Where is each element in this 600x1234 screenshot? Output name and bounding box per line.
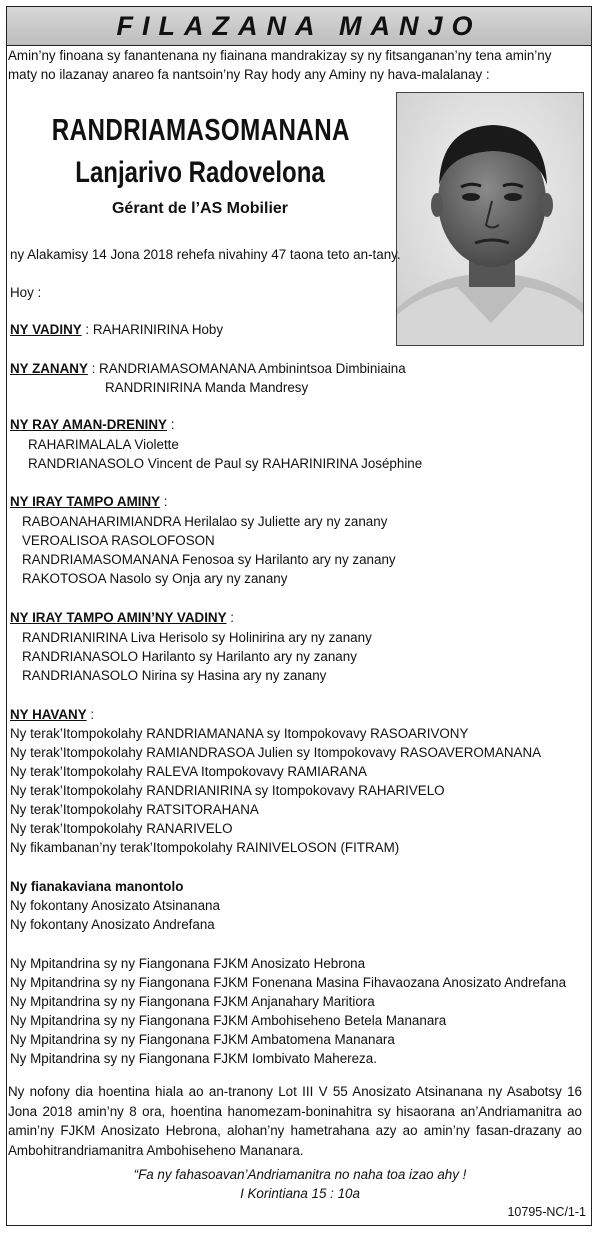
fokontany-name: Ny fokontany Anosizato Atsinanana (10, 898, 220, 913)
vadiny-row (10, 321, 223, 339)
mpitandrina-line: Ny Mpitandrina sy ny Fiangonana FJKM Ambatomena Mananara (10, 1032, 395, 1047)
portrait-image (397, 93, 584, 346)
zanany-name: RANDRINIRINA Manda Mandresy (105, 380, 309, 395)
havany-name: Ny fikambanan’ny terak’Itompokolahy RAINIVELOSON (FITRAM) (10, 840, 400, 855)
bible-quote-reference: I Korintiana 15 : 10a (240, 1186, 360, 1201)
zanany-separator: : (87, 361, 100, 376)
vadiny-name: RAHARINIRINA Hoby (92, 322, 224, 337)
mpitandrina-line: Ny Mpitandrina sy ny Fiangonana FJKM Iombivato Mahereza. (10, 1051, 377, 1066)
mpitandrina-line: Ny Mpitandrina sy ny Fiangonana FJKM Anosizato Hebrona (10, 956, 366, 971)
havany-name: Ny terak’Itompokolahy RANARIVELO (10, 821, 233, 836)
intro-paragraph: Amin’ny finoana sy fanantenana ny fiainana mandrakizay sy ny fitsanganan’ny tena amin’ny maty no ilazanay anareo fa nantsoin’ny Ray hody any Aminy ny hava-malalanay : (8, 48, 552, 82)
announcement-reference-number: 10795-NC/1-1 (507, 1205, 586, 1219)
iray-tampo-name: RABOANAHARIMIANDRA Herilalao sy Juliette ary ny zanany (22, 514, 388, 529)
havany-separator: : (86, 707, 95, 722)
havany-label: NY HAVANY (10, 707, 87, 722)
iray-tampo-row (10, 493, 168, 511)
zanany-row (10, 360, 406, 378)
iray-tampo-name: VEROALISOA RASOLOFOSON (22, 533, 215, 548)
hoy-label: Hoy : (10, 285, 42, 300)
deceased-portrait-photo (396, 92, 584, 346)
mpitandrina-line: Ny Mpitandrina sy ny Fiangonana FJKM Ambohiseheno Betela Mananara (10, 1013, 447, 1028)
zanany-name: RANDRIAMASOMANANA Ambinintsoa Dimbiniaina (99, 361, 406, 376)
iray-tampo-vadiny-name: RANDRIANASOLO Harilanto sy Harilanto ary ny zanany (22, 649, 357, 664)
iray-tampo-label: NY IRAY TAMPO AMINY (10, 494, 161, 509)
deceased-given-name: Lanjarivo Radovelona (75, 156, 325, 189)
ray-aman-dreniny-row (10, 416, 174, 434)
ray-aman-dreniny-label: NY RAY AMAN-DRENINY (10, 417, 167, 432)
iray-tampo-vadiny-name: RANDRIANIRINA Liva Herisolo sy Holinirina ary ny zanany (22, 630, 372, 645)
iray-tampo-separator: : (160, 494, 168, 509)
bible-quote: “Fa ny fahasoavan’Andriamanitra no naha toa izao ahy ! (133, 1167, 467, 1182)
vadiny-label: NY VADINY (10, 322, 82, 337)
iray-tampo-vadiny-label: NY IRAY TAMPO AMIN’NY VADINY (10, 610, 227, 625)
announcement-header: FILAZANA MANJO (7, 7, 591, 46)
ray-aman-dreniny-name: RAHARIMALALA Violette (28, 437, 179, 452)
vadiny-separator: : (81, 322, 93, 337)
havany-name: Ny terak’Itompokolahy RAMIANDRASOA Julien sy Itompokovavy RASOAVEROMANANA (10, 745, 542, 760)
havany-name: Ny terak’Itompokolahy RANDRIANIRINA sy Itompokovavy RAHARIVELO (10, 783, 445, 798)
iray-tampo-vadiny-separator: : (226, 610, 234, 625)
mpitandrina-line: Ny Mpitandrina sy ny Fiangonana FJKM Fonenana Masina Fihavaozana Anosizato Andrefana (10, 975, 567, 990)
havany-name: Ny terak’Itompokolahy RALEVA Itompokovavy RAMIARANA (10, 764, 367, 779)
fokontany-name: Ny fokontany Anosizato Andrefana (10, 917, 215, 932)
zanany-label: NY ZANANY (10, 361, 88, 376)
iray-tampo-vadiny-row (10, 609, 234, 627)
mpitandrina-line: Ny Mpitandrina sy ny Fiangonana FJKM Anjanahary Maritiora (10, 994, 375, 1009)
havany-name: Ny terak’Itompokolahy RATSITORAHANA (10, 802, 259, 817)
funeral-details-paragraph: Ny nofony dia hoentina hiala ao an-tranony Lot III V 55 Anosizato Atsinanana ny Asabotsy 16 Jona 2018 amin’ny 8 ora, hoentina hanomezam-boninahitra sy hisaorana an’Andriamanitra ao amin’ny FJKM Anosizato Hebrona, alohan’ny hametrahana azy ao amin’ny fasan-drazany ao Ambohitrandriamanitra Ambohiseheno Mananara. (8, 1084, 582, 1158)
iray-tampo-name: RANDRIAMASOMANANA Fenosoa sy Harilanto ary ny zanany (22, 552, 396, 567)
havany-row (10, 706, 94, 724)
ray-aman-dreniny-separator: : (167, 417, 175, 432)
havany-name: Ny terak’Itompokolahy RANDRIAMANANA sy Itompokovavy RASOARIVONY (10, 726, 469, 741)
deceased-surname: RANDRIAMASOMANANA (51, 112, 350, 147)
deceased-role: Gérant de l’AS Mobilier (111, 200, 289, 217)
fianakaviana-label: Ny fianakaviana manontolo (10, 879, 184, 894)
iray-tampo-name: RAKOTOSOA Nasolo sy Onja ary ny zanany (22, 571, 288, 586)
death-date-line: ny Alakamisy 14 Jona 2018 rehefa nivahiny 47 taona teto an-tany. (10, 247, 401, 262)
iray-tampo-vadiny-name: RANDRIANASOLO Nirina sy Hasina ary ny zanany (22, 668, 327, 683)
ray-aman-dreniny-name: RANDRIANASOLO Vincent de Paul sy RAHARINIRINA Joséphine (28, 456, 423, 471)
